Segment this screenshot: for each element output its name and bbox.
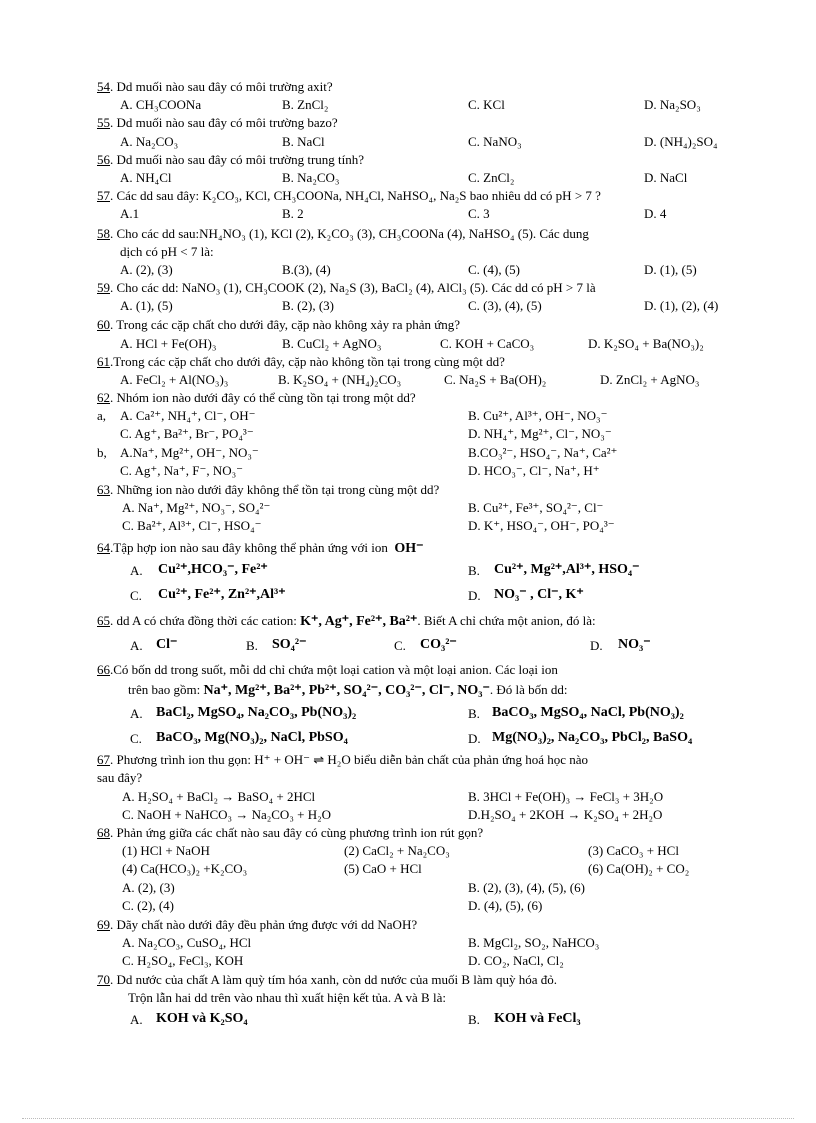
- option-a: BaCl₂, MgSO₄, Na₂CO₃, Pb(NO₃)₂: [156, 705, 357, 720]
- option-b: B. (2), (3), (4), (5), (6): [468, 880, 585, 895]
- option-b: B. 3HCl + Fe(OH)₃ → FeCl₃ + 3H₂O: [468, 789, 664, 804]
- option-a: Cl⁻: [156, 637, 178, 652]
- question-text: . Dd nước của chất A làm quỳ tím hóa xanh, còn dd nước của muối B làm quỳ hóa đỏ.: [110, 972, 558, 987]
- option-a-label: A.: [130, 706, 143, 721]
- option-d: D.H₂SO₄ + 2KOH → K₂SO₄ + 2H₂O: [468, 807, 663, 822]
- option-a: A. Na₂CO₃: [120, 134, 179, 149]
- option-c: C. 3: [468, 206, 490, 221]
- subpart-a-label: a,: [97, 408, 107, 423]
- option-c: C. ZnCl₂: [468, 170, 515, 185]
- question-text: .Trong các cặp chất cho dưới đây, cặp nào không tồn tại trong cùng một dd?: [110, 354, 505, 369]
- option-a: A. NH₄Cl: [120, 170, 172, 185]
- question-61: [97, 354, 505, 370]
- option-d-label: D.: [590, 638, 603, 653]
- option-a: A. H₂SO₄ + BaCl₂ → BaSO₄ + 2HCl: [122, 789, 316, 804]
- option-c: C. KCl: [468, 97, 505, 112]
- question-57: [97, 188, 601, 204]
- option-c: C. Ba²⁺, Al³⁺, Cl⁻, HSO₄⁻: [122, 518, 262, 533]
- reaction-item: (3) CaCO₃ + HCl: [588, 843, 679, 858]
- option-c-label: C.: [130, 731, 142, 746]
- option-d-label: D.: [468, 731, 481, 746]
- question-number: 69: [97, 917, 110, 932]
- option-b-label: B.: [468, 706, 480, 721]
- question-56: [97, 152, 364, 168]
- option-a: A.Na⁺, Mg²⁺, OH⁻, NO₃⁻: [120, 445, 259, 460]
- question-65: [97, 613, 596, 630]
- hydroxide-ion: OH⁻: [394, 541, 424, 556]
- option-a: A. (1), (5): [120, 298, 173, 313]
- question-text-cont: dịch có pH < 7 là:: [120, 244, 214, 259]
- cation-list: K⁺, Ag⁺, Fe²⁺, Ba²⁺: [300, 614, 418, 629]
- option-b: B. Cu²⁺, Fe³⁺, SO₄²⁻, Cl⁻: [468, 500, 604, 515]
- question-text: . Dd muối nào sau đây có môi trường axit?: [110, 79, 333, 94]
- option-d: Mg(NO₃)₂, Na₂CO₃, PbCl₂, BaSO₄: [492, 730, 693, 745]
- question-text: . Trong các cặp chất cho dưới đây, cặp nào không xảy ra phản ứng?: [110, 317, 461, 332]
- option-b: B. 2: [282, 206, 304, 221]
- option-c: CO₃²⁻: [420, 637, 457, 652]
- option-a-label: A.: [130, 638, 143, 653]
- option-a: A. (2), (3): [120, 262, 173, 277]
- option-c: C. (2), (4): [122, 898, 174, 913]
- question-number: 58: [97, 226, 110, 241]
- question-number: 59: [97, 280, 110, 295]
- question-number: 70: [97, 972, 110, 987]
- option-a: Cu²⁺,HCO₃⁻, Fe²⁺: [158, 562, 268, 577]
- question-number: 57: [97, 188, 110, 203]
- option-b: SO₄²⁻: [272, 637, 307, 652]
- reaction-item: (6) Ca(OH)₂ + CO₂: [588, 861, 690, 876]
- reaction-item: (4) Ca(HCO₃)₂ +K₂CO₃: [122, 861, 248, 876]
- option-d: D. HCO₃⁻, Cl⁻, Na⁺, H⁺: [468, 463, 600, 478]
- option-b: B. K₂SO₄ + (NH₄)₂CO₃: [278, 372, 402, 387]
- question-60: [97, 317, 460, 333]
- option-a-label: A.: [130, 1012, 143, 1027]
- option-d: D. Na₂SO₃: [644, 97, 701, 112]
- option-d: D. CO₂, NaCl, Cl₂: [468, 953, 564, 968]
- option-a: A.1: [120, 206, 140, 221]
- option-d: D. K⁺, HSO₄⁻, OH⁻, PO₄³⁻: [468, 518, 615, 533]
- option-c: C. Ag⁺, Na⁺, F⁻, NO₃⁻: [120, 463, 243, 478]
- option-d-label: D.: [468, 588, 481, 603]
- question-text: .Tập hợp ion nào sau đây không thể phản ứng với ion: [110, 540, 388, 555]
- question-54: [97, 79, 333, 95]
- question-text: . Phương trình ion thu gọn: H⁺ + OH⁻ ⇌ H₂O biểu diễn bản chất của phản ứng hoá học nào: [110, 752, 589, 767]
- question-64: [97, 540, 424, 557]
- question-text: . Những ion nào dưới đây không thể tồn tại trong cùng một dd?: [110, 482, 440, 497]
- question-number: 56: [97, 152, 110, 167]
- option-b: B. ZnCl₂: [282, 97, 329, 112]
- option-a: A. Ca²⁺, NH₄⁺, Cl⁻, OH⁻: [120, 408, 256, 423]
- option-c: C. H₂SO₄, FeCl₃, KOH: [122, 953, 244, 968]
- option-b-label: B.: [468, 1012, 480, 1027]
- option-c: C. (4), (5): [468, 262, 520, 277]
- reaction-item: (5) CaO + HCl: [344, 861, 422, 876]
- question-59: [97, 280, 596, 296]
- page-bottom-divider: [22, 1118, 794, 1119]
- question-text: . Cho các dd: NaNO₃ (1), CH₃COOK (2), Na₂S (3), BaCl₂ (4), AlCl₃ (5). Các dd có pH > 7 là: [110, 280, 596, 295]
- option-c: BaCO₃, Mg(NO₃)₂, NaCl, PbSO₄: [156, 730, 348, 745]
- option-b-label: B.: [468, 563, 480, 578]
- question-text: . Các dd sau đây: K₂CO₃, KCl, CH₃COONa, NH₄Cl, NaHSO₄, Na₂S bao nhiêu dd có pH > 7 ?: [110, 188, 601, 203]
- subpart-b-label: b,: [97, 445, 107, 460]
- option-a: A. CH₃COONa: [120, 97, 202, 112]
- question-55: [97, 115, 338, 131]
- option-b: KOH và FeCl₃: [494, 1011, 581, 1026]
- question-63: [97, 482, 439, 498]
- option-a: A. (2), (3): [122, 880, 175, 895]
- question-text-end: . Đó là bốn dd:: [489, 682, 568, 697]
- option-d: D. (1), (5): [644, 262, 697, 277]
- question-text: . dd A có chứa đồng thời các cation:: [110, 613, 297, 628]
- option-c: C. NaOH + NaHCO₃ → Na₂CO₃ + H₂O: [122, 807, 331, 822]
- option-b-label: B.: [246, 638, 258, 653]
- option-a: KOH và K₂SO₄: [156, 1011, 248, 1026]
- question-number: 68: [97, 825, 110, 840]
- option-b: B. MgCl₂, SO₂, NaHCO₃: [468, 935, 600, 950]
- reaction-item: (1) HCl + NaOH: [122, 843, 210, 858]
- question-text: . Dd muối nào sau đây có môi trường bazo?: [110, 115, 338, 130]
- option-c: C. Na₂S + Ba(OH)₂: [444, 372, 547, 387]
- option-b: Cu²⁺, Mg²⁺,Al³⁺, HSO₄⁻: [494, 562, 640, 577]
- question-number: 63: [97, 482, 110, 497]
- reaction-item: (2) CaCl₂ + Na₂CO₃: [344, 843, 450, 858]
- question-number: 62: [97, 390, 110, 405]
- option-d: D. NaCl: [644, 170, 688, 185]
- question-number: 61: [97, 354, 110, 369]
- ion-list: Na⁺, Mg²⁺, Ba²⁺, Pb²⁺, SO₄²⁻, CO₃²⁻, Cl⁻, NO₃⁻: [203, 683, 490, 698]
- question-68: [97, 825, 483, 841]
- question-text-cont: sau đây?: [97, 770, 143, 785]
- question-number: 55: [97, 115, 110, 130]
- option-a: A. FeCl₂ + Al(NO₃)₃: [120, 372, 229, 387]
- option-c: C. NaNO₃: [468, 134, 522, 149]
- option-d: D. (4), (5), (6): [468, 898, 543, 913]
- option-c-label: C.: [130, 588, 142, 603]
- question-number: 64: [97, 540, 110, 555]
- option-a: A. HCl + Fe(OH)₃: [120, 336, 217, 351]
- option-c-label: C.: [394, 638, 406, 653]
- option-b: B.(3), (4): [282, 262, 331, 277]
- question-70: [97, 972, 557, 988]
- question-number: 60: [97, 317, 110, 332]
- question-number: 65: [97, 613, 110, 628]
- option-b: B. Na₂CO₃: [282, 170, 340, 185]
- question-number: 54: [97, 79, 110, 94]
- option-d: NO₃⁻ , Cl⁻, K⁺: [494, 587, 584, 602]
- question-text: . Nhóm ion nào dưới đây có thể cùng tồn tại trong một dd?: [110, 390, 416, 405]
- question-text: . Phản ứng giữa các chất nào sau đây có cùng phương trình ion rút gọn?: [110, 825, 484, 840]
- option-b: B. Cu²⁺, Al³⁺, OH⁻, NO₃⁻: [468, 408, 608, 423]
- option-b: B.CO₃²⁻, HSO₄⁻, Na⁺, Ca²⁺: [468, 445, 618, 460]
- question-69: [97, 917, 417, 933]
- option-d: D. (1), (2), (4): [644, 298, 719, 313]
- option-d: NO₃⁻: [618, 637, 651, 652]
- option-d: D. ZnCl₂ + AgNO₃: [600, 372, 700, 387]
- option-d: D. 4: [644, 206, 667, 221]
- option-c: C. Ag⁺, Ba²⁺, Br⁻, PO₄³⁻: [120, 426, 254, 441]
- question-text: .Có bốn dd trong suốt, mỗi dd chỉ chứa một loại cation và một loại anion. Các loại ion: [110, 662, 558, 677]
- question-number: 67: [97, 752, 110, 767]
- option-a: A. Na₂CO₃, CuSO₄, HCl: [122, 935, 252, 950]
- question-text: . Cho các dd sau:NH₄NO₃ (1), KCl (2), K₂CO₃ (3), CH₃COONa (4), NaHSO₄ (5). Các dung: [110, 226, 589, 241]
- question-text: . Dãy chất nào dưới đây đều phản ứng được với dd NaOH?: [110, 917, 418, 932]
- question-text-cont: Trộn lẫn hai dd trên vào nhau thì xuất hiện kết tủa. A và B là:: [128, 990, 446, 1005]
- option-b: B. NaCl: [282, 134, 325, 149]
- question-text: . Dd muối nào sau đây có môi trường trung tính?: [110, 152, 365, 167]
- question-62: [97, 390, 416, 406]
- option-a: A. Na⁺, Mg²⁺, NO₃⁻, SO₄²⁻: [122, 500, 271, 515]
- option-d: D. NH₄⁺, Mg²⁺, Cl⁻, NO₃⁻: [468, 426, 612, 441]
- question-text-cont: . Biết A chỉ chứa một anion, đó là:: [417, 613, 596, 628]
- option-d: D. (NH₄)₂SO₄: [644, 134, 718, 149]
- option-c: Cu²⁺, Fe²⁺, Zn²⁺,Al³⁺: [158, 587, 286, 602]
- option-c: C. (3), (4), (5): [468, 298, 542, 313]
- question-text-cont: trên bao gồm:: [128, 682, 201, 697]
- question-66: [97, 662, 558, 678]
- option-b: BaCO₃, MgSO₄, NaCl, Pb(NO₃)₂: [492, 705, 684, 720]
- option-a-label: A.: [130, 563, 143, 578]
- option-c: C. KOH + CaCO₃: [440, 336, 535, 351]
- question-58: [97, 226, 589, 242]
- question-text-line-2: [128, 682, 567, 699]
- option-b: B. CuCl₂ + AgNO₃: [282, 336, 382, 351]
- question-67: [97, 752, 588, 768]
- question-number: 66: [97, 662, 110, 677]
- option-d: D. K₂SO₄ + Ba(NO₃)₂: [588, 336, 704, 351]
- option-b: B. (2), (3): [282, 298, 334, 313]
